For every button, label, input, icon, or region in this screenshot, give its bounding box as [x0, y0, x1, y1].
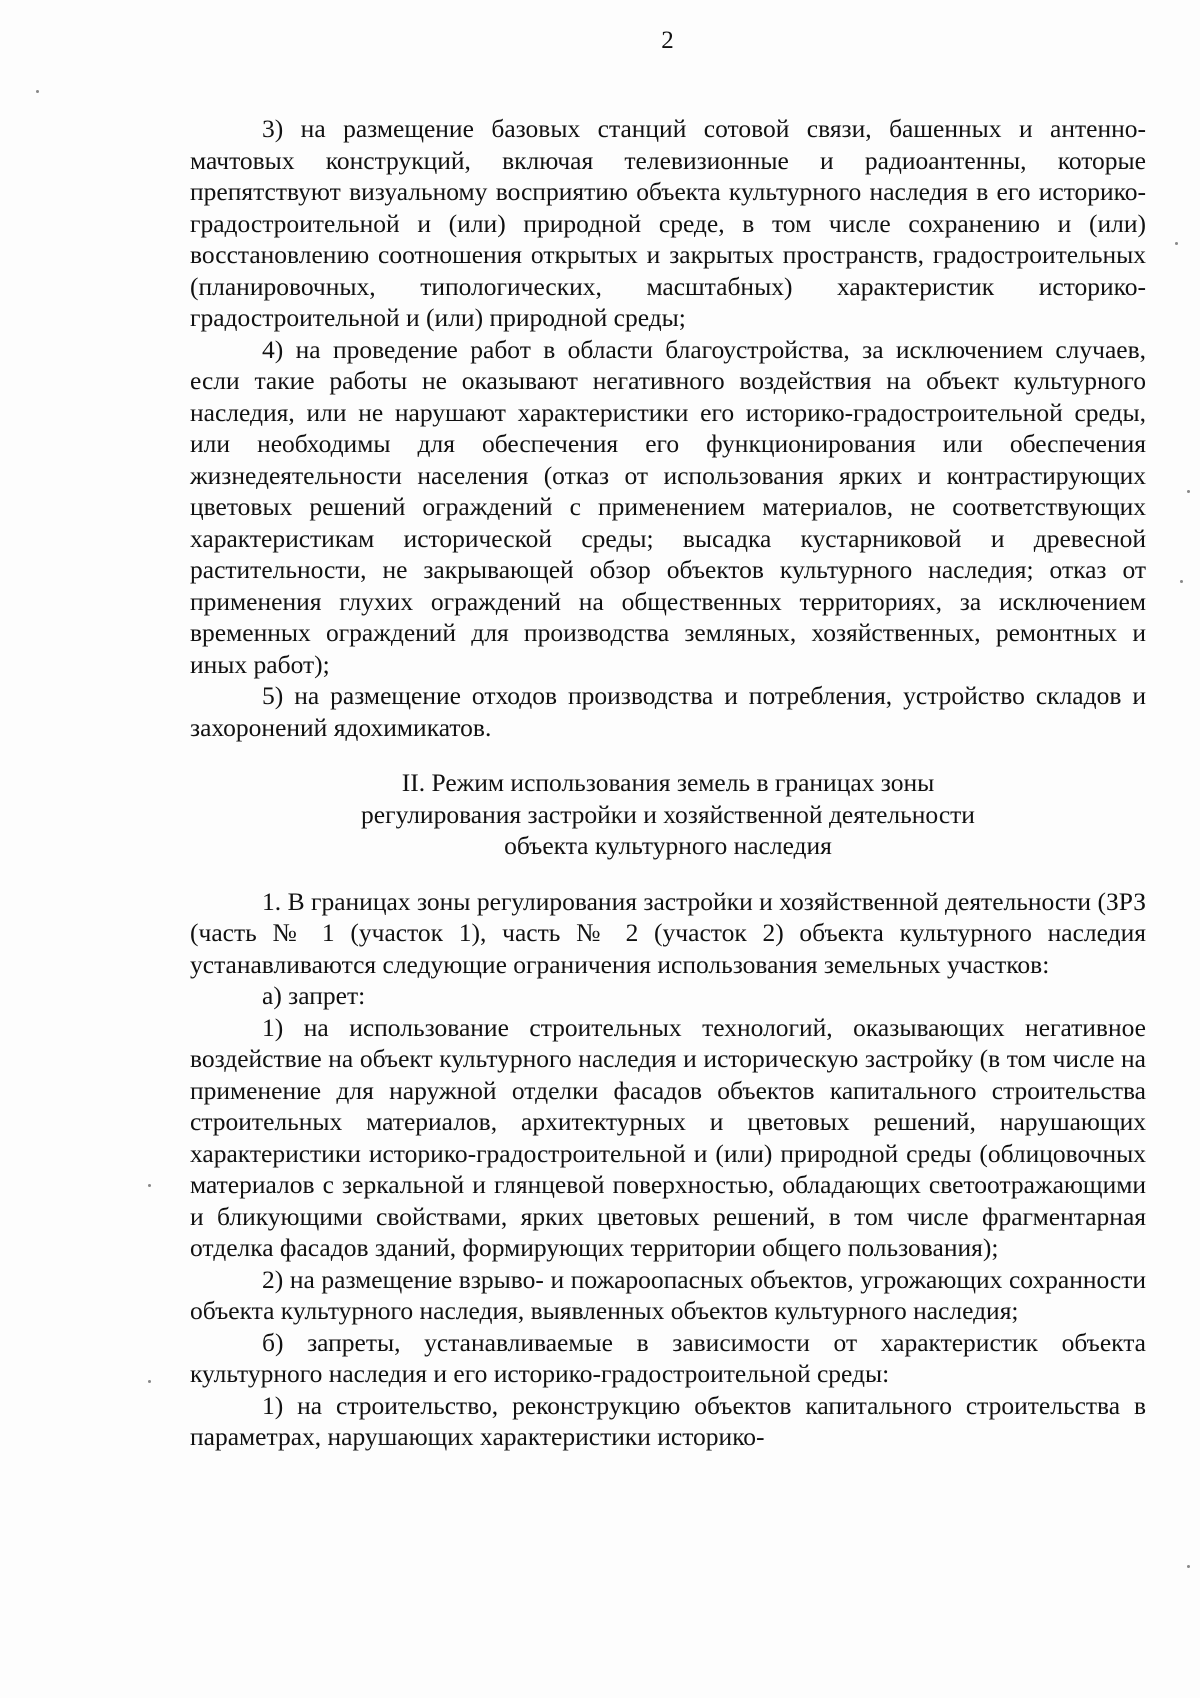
scan-speck	[36, 90, 39, 93]
paragraph-subclause-b: б) запреты, устанавливаемые в зависимости от характеристик объекта культурного наследия и его историко-градостроительной среды:	[190, 1327, 1146, 1388]
scan-speck	[1187, 1565, 1190, 1568]
paragraph-item-4: 4) на проведение работ в области благоустройства, за исключением случаев, если такие работы не оказывают негативного воздействия на объект культурного наследия, или не нарушают характеристики его историко-градостроительной среды, или необходимы для обеспечения его функционирования или обеспечения жизнедеятельности населения (отказ от использования ярких и контрастирующих цветовых решений ограждений с применением материалов, не соответствующих характеристикам исторической среды; высадка кустарниковой и древесной растительности, не закрывающей обзор объектов культурного наследия; отказ от применения глухих ограждений на общественных территориях, за исключением временных ограждений для производства земляных, хозяйственных, ремонтных и иных работ);	[190, 334, 1146, 679]
scan-speck	[148, 1380, 151, 1383]
paragraph-item-3: 3) на размещение базовых станций сотовой связи, башенных и антенно-мачтовых конструкций, включая телевизионные и радиоантенны, которые препятствуют визуальному восприятию объекта культурного наследия в его историко-градостроительной и (или) природной среде, в том числе сохранению и (или) восстановлению соотношения открытых и закрытых пространств, градостроительных (планировочных, типологических, масштабных) характеристик историко-градостроительной и (или) природной среды;	[190, 114, 1146, 332]
section-heading-line-1: II. Режим использования земель в границах зоны	[401, 768, 935, 797]
section-heading	[190, 767, 1146, 862]
section-heading-line-3: объекта культурного наследия	[504, 831, 832, 860]
document-body	[190, 113, 1146, 1453]
page-number: 2	[661, 27, 674, 54]
paragraph-b-item-1: 1) на строительство, реконструкцию объектов капитального строительства в параметрах, нарушающих характеристики историко-	[190, 1390, 1146, 1451]
scan-speck	[148, 1184, 151, 1187]
scan-speck	[1187, 490, 1190, 493]
paragraph-clause-1: 1. В границах зоны регулирования застройки и хозяйственной деятельности (ЗРЗ (часть № 1 (участок 1), часть № 2 (участок 2) объекта культурного наследия устанавливаются следующие ограничения использования земельных участков:	[190, 886, 1146, 979]
scan-speck	[1180, 580, 1183, 583]
section-heading-line-2: регулирования застройки и хозяйственной деятельности	[361, 799, 975, 829]
paragraph-item-5: 5) на размещение отходов производства и потребления, устройство складов и захоронений ядохимикатов.	[190, 681, 1146, 742]
paragraph-subclause-a: а) запрет:	[262, 981, 366, 1010]
scan-speck	[1175, 242, 1178, 245]
paragraph-a-item-1: 1) на использование строительных технологий, оказывающих негативное воздействие на объект культурного наследия и историческую застройку (в том числе на применение для наружной отделки фасадов объектов капитального строительства строительных материалов, архитектурных и цветовых решений, нарушающих характеристики историко-градостроительной и (или) природной среды (облицовочных материалов с зеркальной и глянцевой поверхностью, обладающих светоотражающими и бликующими свойствами, ярких цветовых решений, в том числе фрагментарная отделка фасадов зданий, формирующих территории общего пользования);	[190, 1012, 1146, 1262]
paragraph-a-item-2: 2) на размещение взрыво- и пожароопасных объектов, угрожающих сохранности объекта культурного наследия, выявленных объектов культурного наследия;	[190, 1264, 1146, 1325]
